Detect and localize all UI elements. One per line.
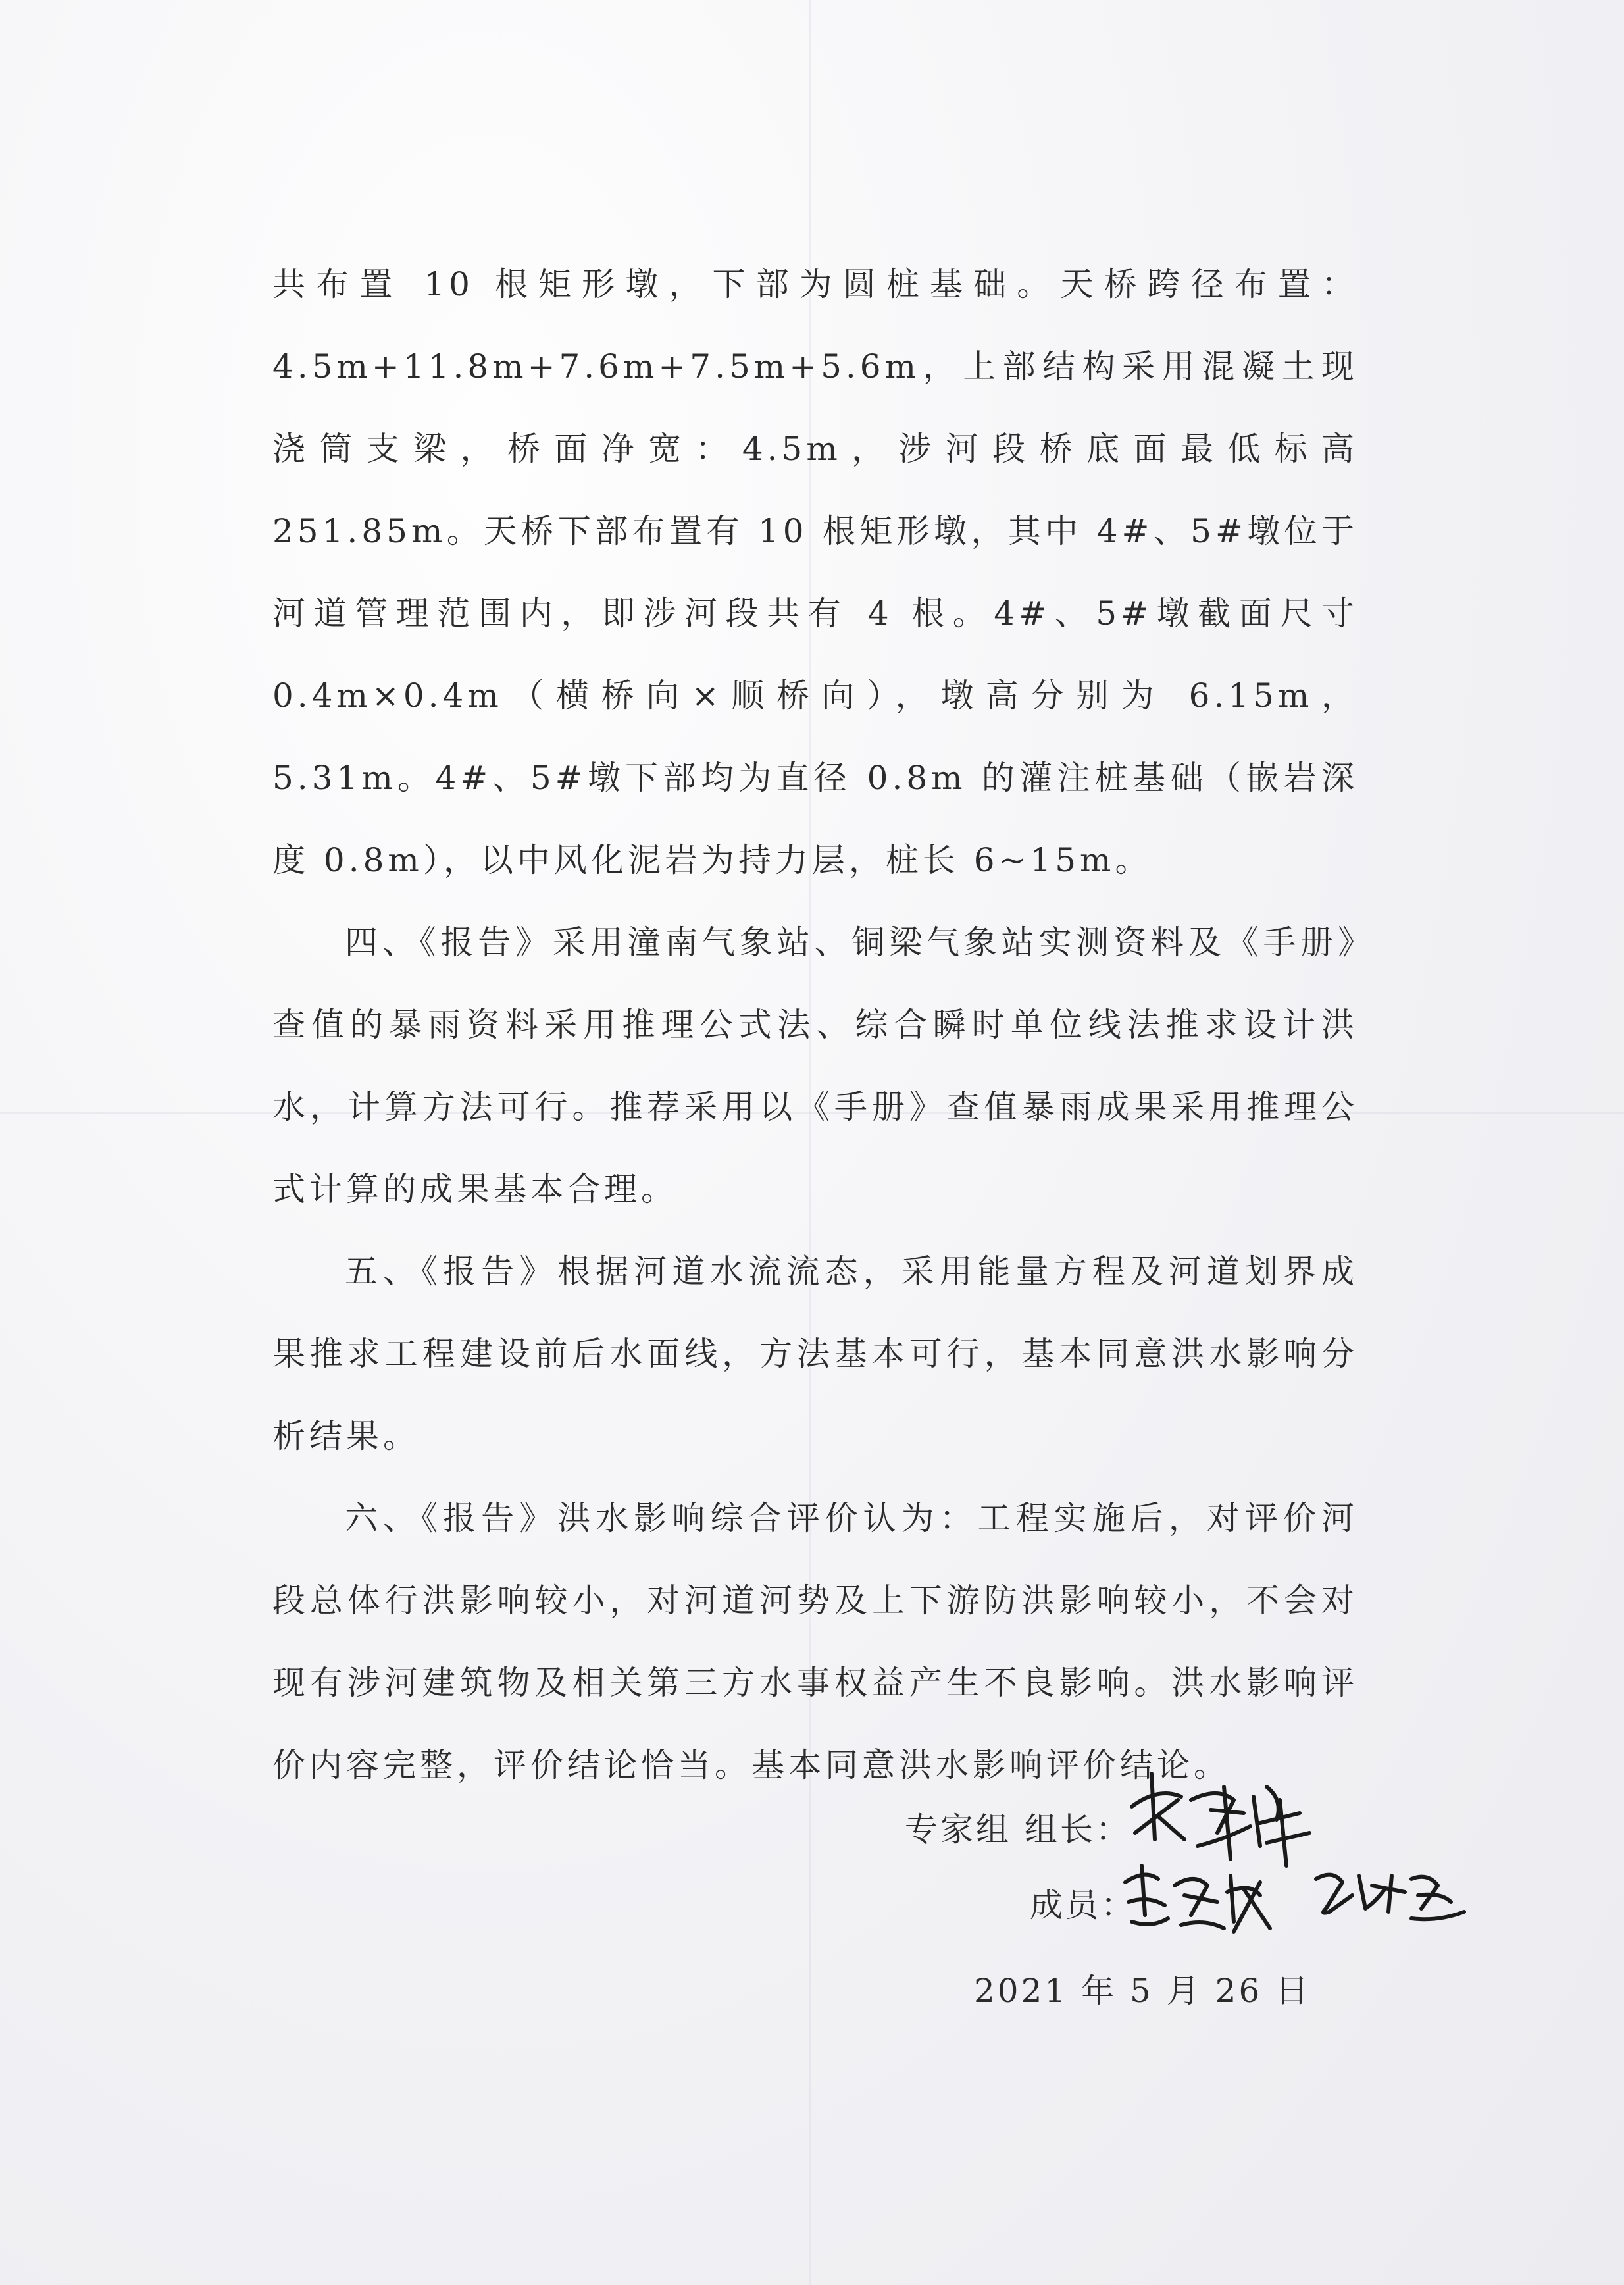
paragraph-four: 四、《报告》采用潼南气象站、铜梁气象站实测资料及《手册》查值的暴雨资料采用推理公式法、综合瞬时单位线法推求设计洪水，计算方法可行。推荐采用以《手册》查值暴雨成果采用推理公式计算的成果基本合理。 [272, 923, 1358, 1208]
member-signature-2 [1313, 1856, 1471, 1931]
members-label: 成员： [1030, 1886, 1136, 1924]
paragraph-six: 六、《报告》洪水影响综合评价认为：工程实施后，对评价河段总体行洪影响较小，对河道河势及上下游防洪影响较小，不会对现有涉河建筑物及相关第三方水事权益产生不良影响。洪水影响评价内容完整，评价结论恰当。基本同意洪水影响评价结论。 [272, 1499, 1358, 1784]
leader-label: 专家组 组长： [905, 1810, 1131, 1849]
document-date: 2021 年 5 月 26 日 [974, 1972, 1311, 2010]
member-signature-1 [1119, 1856, 1290, 1944]
paragraph-continuation: 共布置 10 根矩形墩，下部为圆桩基础。天桥跨径布置：4.5m+11.8m+7.6m+7.5m+5.6m，上部结构采用混凝土现浇筒支梁，桥面净宽：4.5m，涉河段桥底面最低标高 251.85m。天桥下部布置有 10 根矩形墩，其中 4#、5#墩位于河道管理范围内，即涉河段共有 4 根。4#、5#墩截面尺寸 0.4m×0.4m（横桥向×顺桥向），墩高分别为 6.15m，5.31m。4#、5#墩下部均为直径 0.8m 的灌注桩基础（嵌岩深度 0.8m），以中风化泥岩为持力层，桩长 6~15m。 [272, 265, 1358, 879]
paragraph-five: 五、《报告》根据河道水流流态，采用能量方程及河道划界成果推求工程建设前后水面线，方法基本可行，基本同意洪水影响分析结果。 [272, 1252, 1358, 1455]
